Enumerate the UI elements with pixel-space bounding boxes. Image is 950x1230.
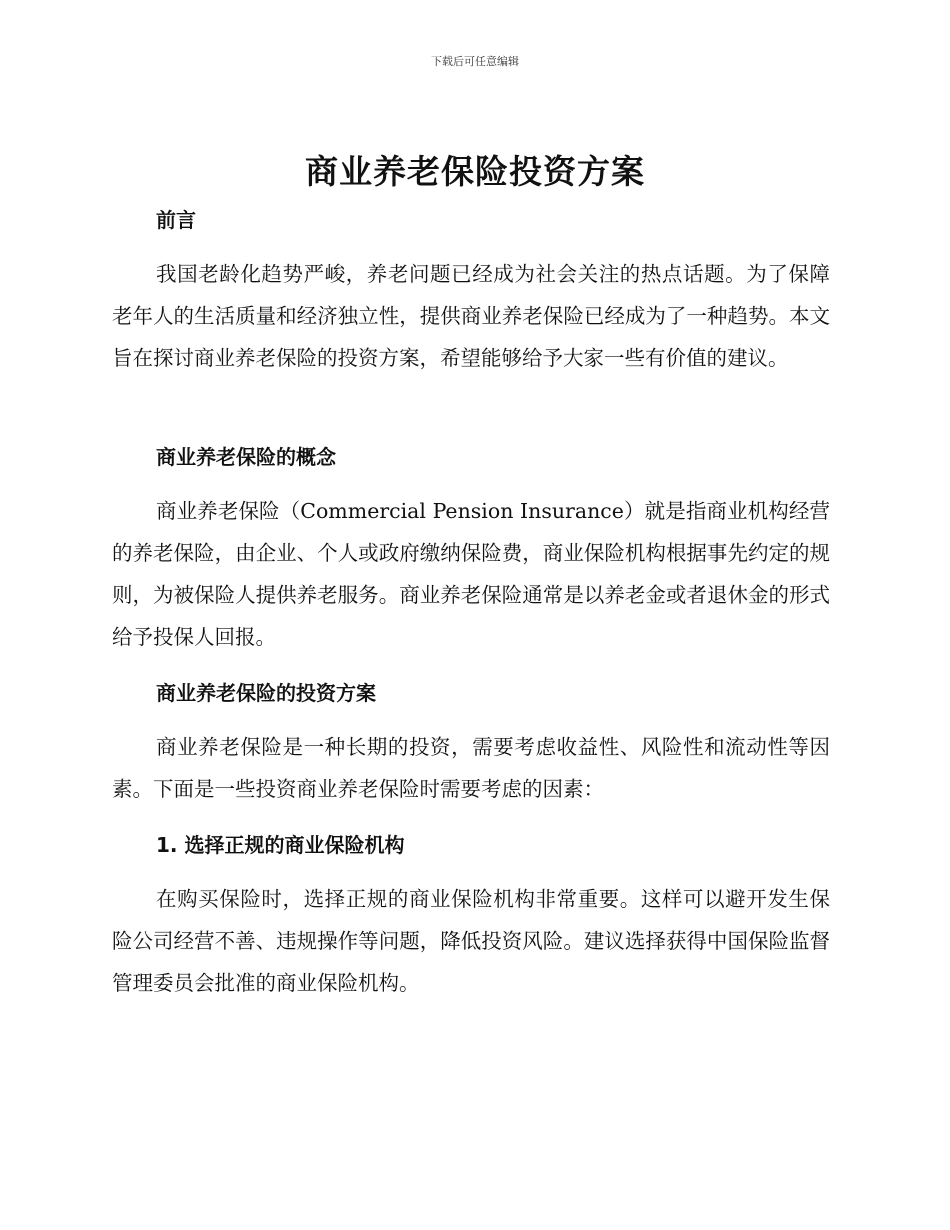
running-header-note: 下载后可任意编辑 <box>431 55 519 68</box>
section-body-choose-institution: 在购买保险时，选择正规的商业保险机构非常重要。这样可以避开发生保险公司经营不善、违规操作等问题，降低投资风险。建议选择获得中国保险监督管理委员会批准的商业保险机构。 <box>112 887 830 995</box>
section-body-preface: 我国老龄化趋势严峻，养老问题已经成为社会关注的热点话题。为了保障老年人的生活质量和经济独立性，提供商业养老保险已经成为了一种趋势。本文旨在探讨商业养老保险的投资方案，希望能够给予大家一些有价值的建议。 <box>112 262 830 370</box>
section-heading-preface: 前言 <box>156 208 196 232</box>
section-heading-investment-plan: 商业养老保险的投资方案 <box>156 681 376 705</box>
section-body-investment-plan: 商业养老保险是一种长期的投资，需要考虑收益性、风险性和流动性等因素。下面是一些投资商业养老保险时需要考虑的因素： <box>112 735 830 801</box>
document-title: 商业养老保险投资方案 <box>305 152 645 191</box>
section-heading-choose-institution: 1. 选择正规的商业保险机构 <box>156 833 405 857</box>
section-body-concept: 商业养老保险（Commercial Pension Insurance）就是指商业机构经营的养老保险，由企业、个人或政府缴纳保险费，商业保险机构根据事先约定的规则，为被保险人提供养老服务。商业养老保险通常是以养老金或者退休金的形式给予投保人回报。 <box>112 499 830 649</box>
section-heading-concept: 商业养老保险的概念 <box>156 445 336 469</box>
